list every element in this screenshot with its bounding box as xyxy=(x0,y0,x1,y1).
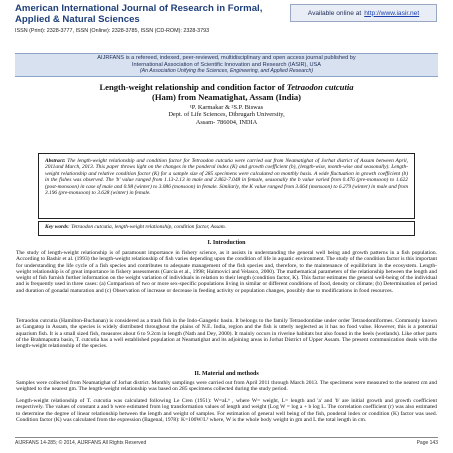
abstract-label: Abstract: xyxy=(45,158,66,164)
author-names: ¹P. Karmakar & ²S.P. Biswas xyxy=(189,104,264,111)
keywords-label: Key words xyxy=(45,224,68,230)
page-footer xyxy=(15,437,438,446)
footer-copyright: AIJRFANS 14-285; © 2014, AIJRFANS All Rights Reserved xyxy=(15,440,147,446)
keywords-box xyxy=(38,221,415,236)
intro-paragraph-2: Tetraodon cutcutia (Hamilton-Buchanan) is considered as a trash fish in the Indo-Gangetic basin. It belongs to the family Tetraodontidae under order Tetraodontiformes. Commonly known as Gangatop in Assam, the species is widely distributed throughout the plains of N.E. India, region and the fish is utterly neglected as it has no food value. However, this is a potential aquarium fish. It is a small sized fish, measures about 6 to 9.2cm in length (Nath and Dey, 2000). It mainly occurs in riverine habitats but also found in the beels (wetlands). Like other parts of the Brahmaputra basin, T. cutcutia has a well established population at Neamatighat and its adjoining areas in Jorhat District of Upper Assam. The present communication deals with the length-weight relationship of the species. xyxy=(16,318,437,349)
abstract-text: The length-weight relationship and condition factor for Tetraodon cutcutia were carried out from Neamatighat of Jorhat district of Assam between April, 2011and March, 2013. This paper throws light on the changes in the ponderal index (K) and growth coefficient (b), (length-wise, month-wise and seasonally). Length-weight relationship and relative condition factor (K) for a sample size of 285 specimens were calculated on monthly basis. A wide fluctuation in growth coefficient (b) in the fishes was observed. The 'b' value ranged from 1.13-2.13 in male and 2.862-7.048 in female, seasonally the b value varied from 0.476 (pre-monsoon) to 1.622 (post-monsoon) in case of male and 0.98 (winter) to 3.086 (monsoon) in female. Similarly, the K value ranged from 3.664 (monsoon) to 6.279 (winter) in male and from 3.196 (pre-monsoon) to 3.628 (winter) in female. xyxy=(45,158,408,197)
banner-line-1: AIJRFANS is a refereed, indexed, peer-reviewed, multidisciplinary and open access journal published by xyxy=(97,55,356,61)
title-part-2: (Ham) from Neamatighat, Assam (India) xyxy=(151,92,302,102)
title-species: Tetraodon cutcutia xyxy=(286,82,354,92)
keywords-text: : Tetraodon cutcutia, length-weight relationship, condition factor, Assam. xyxy=(67,224,226,230)
banner-line-2: International Association of Scientific Innovation and Research (IASIR), USA xyxy=(131,61,322,68)
journal-header xyxy=(0,0,453,50)
title-part-1: Length-weight relationship and condition factor of xyxy=(99,82,287,92)
available-online-box xyxy=(290,4,437,22)
issn-line: ISSN (Print): 2328-3777, ISSN (Online): 2328-3785, ISSN (CD-ROM): 2328-3793 xyxy=(15,28,210,34)
journal-masthead xyxy=(15,4,285,34)
paper-title xyxy=(20,82,433,102)
methods-paragraph-2: Length-weight relationship of T. cutcutia was calculated following Le Cren (1951): W=aLᵇ , where W= weight, L= length and 'a' and 'b' are initial growth and growth coefficient respectively. The values of constant a and b were estimated from log transformation values of length and weight (Log W = log a + b log L. The correlation coefficient (r) was also estimated to determine the degree of linear relationship between the length and weight of samples. For estimation of general well being of the fish, ponderal index or condition (K) factor was used. Condition factor (K) was calculated from the expression (Bagenal, 1978): K=100W/L³ where, W is the whole body weight in gm and L the total length in cm. xyxy=(16,398,437,423)
journal-title: American International Journal of Research in Formal, Applied & Natural Sciences xyxy=(15,3,263,25)
methods-heading: II. Material and methods xyxy=(194,371,259,377)
abstract-box xyxy=(38,153,415,219)
journal-banner xyxy=(15,53,438,77)
banner-line-3: (An Association Unifying the Sciences, Engineering, and Applied Research) xyxy=(139,68,314,75)
intro-paragraph-1: The study of length-weight relationship is of paramount importance in fishery science, as it assists in understanding the general well being and growth patterns in a fish population. According to Bashir et al. (1993) the length-weight relationship of fish varies depending upon the condition of life in aquatic environment. The study of the condition factor is this important for understanding the life cycle of a fish species and contributes to adequate management of the fish species and, therefore, to the maintenance of equilibrium in the ecosystem. Length-weight relationship is of great importance in fishery assessments (Garcia et al., 1998; Haimovici and Velasco, 2000). The mathematical parameters of the relationship between the length and weight of fish furnish further information on the weight variation of individuals in relation to their length (condition factor, K). This factor estimates the general well-being of the individual and is frequently used in three cases: (a) Comparison of two or more sex-specific populations living in similar or different conditions of food, density or climate; (b) Determination of period and duration of gonadal maturation and (c) Observation of increase or decrease in feeding activity or population changes, possibly due to modifications in food resources. xyxy=(16,250,437,294)
author-block xyxy=(20,104,433,126)
methods-paragraph-1: Samples were collected from Neamatighat of Jorhat district. Monthly samplings were carried out from April 2011 through March 2013. The specimens were measured to the nearest cm and weighted to the nearest gm. The length-weight relationship was based on 285 specimens collected during the study period. xyxy=(16,380,437,393)
journal-url-link[interactable]: http://www.iasir.net xyxy=(364,9,420,17)
author-affiliation: Dept. of Life Sciences, Dibrugarh University, xyxy=(168,111,285,119)
author-address: Assam- 786004, INDIA xyxy=(195,118,258,126)
available-label: Available online at xyxy=(307,9,362,17)
footer-page-number: Page 143 xyxy=(416,440,438,446)
intro-heading: I. Introduction xyxy=(207,240,246,246)
